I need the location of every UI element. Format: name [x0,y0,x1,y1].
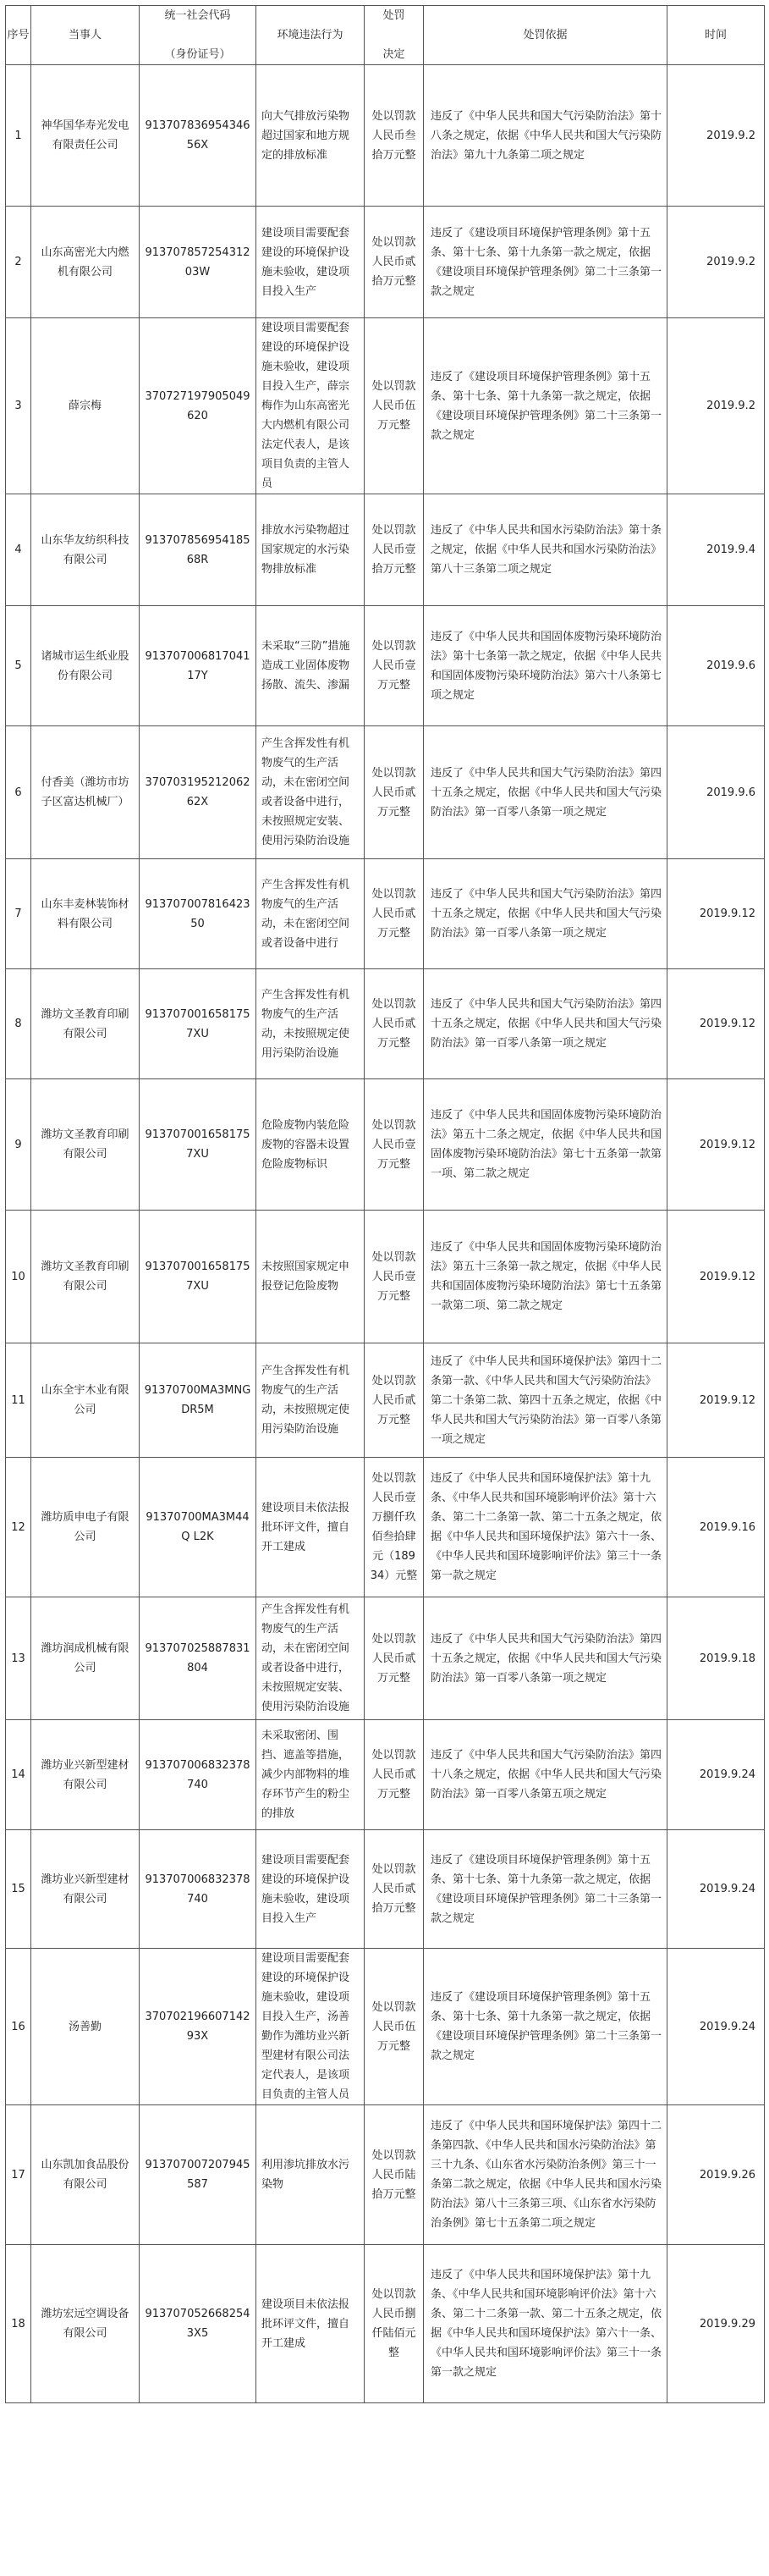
party-name: 潍坊文圣教育印刷有限公司 [41,1260,129,1293]
header-index: 序号 [6,6,31,65]
penalty-basis: 违反了《中华人民共和国大气污染防治法》第四十五条之规定，依据《中华人民共和国大气污染防治法》第一百零八条第一项之规定 [431,998,662,1050]
party-name-cell [31,1211,140,1343]
penalty-date: 2019.9.12 [699,1393,755,1407]
row-index: 8 [14,1018,22,1030]
penalty-date-cell [667,1079,765,1211]
credit-code: 370727197905049620 [145,389,250,422]
credit-code-cell [140,318,256,494]
credit-code: 913707836954346 56X [145,119,254,152]
credit-code: 913707001658175 7XU [145,1260,254,1293]
table-row [6,2105,765,2245]
header-penalty: 处罚 决定 [365,6,424,65]
credit-code-cell [140,1343,256,1458]
penalty-decision-cell [365,1343,424,1458]
penalty-date-cell [667,65,765,207]
table-row [6,1079,765,1211]
penalty-decision-cell [365,1458,424,1597]
credit-code-cell [140,1211,256,1343]
table-row [6,1597,765,1720]
table-row [6,1343,765,1458]
party-name: 诸城市运生纸业股份有限公司 [41,649,129,682]
penalty-basis-cell [424,207,667,318]
violation-act-cell [256,2245,365,2403]
row-index-cell [6,969,31,1079]
penalty-decision: 处以罚款人民币壹拾万元整 [371,524,416,576]
row-index: 5 [14,659,22,672]
penalty-basis-cell [424,1597,667,1720]
violation-act: 排放水污染物超过国家规定的水污染物排放标准 [261,524,350,576]
row-index-cell [6,726,31,859]
penalty-basis-cell [424,318,667,494]
row-index-cell [6,1720,31,1830]
table-row [6,1720,765,1830]
penalty-date: 2019.9.16 [699,1520,755,1534]
penalty-basis-cell [424,859,667,969]
party-name: 潍坊文圣教育印刷有限公司 [41,1007,129,1040]
penalty-basis: 违反了《中华人民共和国环境保护法》第十九条、《中华人民共和国环境影响评价法》第十六条、第二十二条第一款、第二十五条之规定，依据《中华人民共和国环境保护法》第六十一条、《中华人民共和国环境影响评价法》第三十一条第一款之规定 [431,1472,662,1582]
row-index-cell [6,1830,31,1949]
penalty-basis: 违反了《中华人民共和国环境保护法》第四十二条第一款、《中华人民共和国大气污染防治法》第二十条第二款、第四十五条之规定，依据《中华人民共和国大气污染防治法》第一百零八条第一项之规定 [431,1354,662,1446]
party-name: 潍坊业兴新型建材有限公司 [41,1873,129,1906]
credit-code: 913707006817041 17Y [145,649,254,682]
violation-act: 产生含挥发性有机物废气的生产活动，未按照规定使用污染防治设施 [261,988,350,1060]
penalty-date-cell [667,1458,765,1597]
party-name: 潍坊宏远空调设备有限公司 [41,2308,129,2340]
penalty-decision-cell [365,494,424,606]
violation-act-cell [256,494,365,606]
violation-act-cell [256,1830,365,1949]
party-name: 付香美（潍坊市坊子区富达机械厂） [41,776,129,808]
penalty-basis: 违反了《中华人民共和国环境保护法》第四十二条第四款、《中华人民共和国水污染防治法》第三十九条、《山东省水污染防治条例》第三十一条第二款之规定，依据《中华人民共和国水污染防治法》第八十三条第三项、《山东省水污染防治条例》第七十五条第二项之规定 [431,2120,662,2230]
penalty-decision-cell [365,1079,424,1211]
party-name-cell [31,318,140,494]
violation-act: 产生含挥发性有机物废气的生产活动，未按照规定使用污染防治设施 [261,1365,350,1436]
table-row [6,1830,765,1949]
row-index: 4 [14,543,22,556]
penalty-date-cell [667,969,765,1079]
penalty-date-cell [667,606,765,726]
party-name: 潍坊质申电子有限公司 [41,1511,129,1543]
violation-act-cell [256,1079,365,1211]
penalty-decision: 处以罚款人民币伍万元整 [371,2000,416,2053]
penalty-date: 2019.9.18 [699,1652,755,1665]
penalty-decision-cell [365,318,424,494]
party-name: 神华国华寿光发电有限责任公司 [41,119,129,152]
row-index: 1 [14,129,22,142]
row-index-cell [6,606,31,726]
credit-code-cell [140,969,256,1079]
credit-code: 913707006832378 740 [145,1758,254,1791]
row-index: 6 [14,786,22,799]
penalty-basis-cell [424,2245,667,2403]
penalty-basis-cell [424,1079,667,1211]
penalty-decision: 处以罚款人民币贰万元整 [371,1632,416,1685]
violation-act: 未按照国家规定申报登记危险废物 [261,1260,350,1293]
table-row [6,318,765,494]
credit-code-cell [140,606,256,726]
row-index: 14 [11,1768,25,1781]
table-row [6,2245,765,2403]
penalty-date-cell [667,1343,765,1458]
penalty-date: 2019.9.24 [699,1883,755,1895]
credit-code: 913707001658175 7XU [145,1128,254,1161]
row-index-cell [6,207,31,318]
credit-code-cell [140,2105,256,2245]
violation-act: 产生含挥发性有机物废气的生产活动，未在密闭空间或者设备中进行，未按照规定安装、使用污染防治设施 [261,737,350,847]
penalty-basis: 违反了《建设项目环境保护管理条例》第十五条、第十七条、第十九条第一款之规定，依据《建设项目环境保护管理条例》第二十三条第一款之规定 [431,1853,662,1925]
violation-act: 未采取密闭、围挡、遮盖等措施，减少内部物料的堆存环节产生的粉尘的排放 [261,1729,350,1820]
penalty-decision: 处以罚款人民币贰万元整 [371,1374,416,1426]
party-name-cell [31,606,140,726]
credit-code-cell [140,207,256,318]
credit-code-cell [140,1597,256,1720]
violation-act-cell [256,1211,365,1343]
violation-act-cell [256,2105,365,2245]
penalty-basis: 违反了《中华人民共和国水污染防治法》第十条之规定，依据《中华人民共和国水污染防治法》第八十三条第二项之规定 [431,524,662,576]
row-index: 17 [11,2168,25,2182]
penalty-decision: 处以罚款人民币贰拾万元整 [371,236,416,288]
penalty-basis: 违反了《中华人民共和国大气污染防治法》第四十五条之规定，依据《中华人民共和国大气污染防治法》第一百零八条第一项之规定 [431,1632,662,1685]
penalty-basis-cell [424,494,667,606]
violation-act: 产生含挥发性有机物废气的生产活动，未在密闭空间或者设备中进行 [261,878,350,950]
penalty-basis-cell [424,1343,667,1458]
credit-code: 913707007816423 50 [145,897,254,930]
row-index-cell [6,65,31,207]
violation-act: 利用渗坑排放水污染物 [261,2159,350,2191]
penalty-basis: 违反了《建设项目环境保护管理条例》第十五条、第十七条、第十九条第一款之规定，依据《建设项目环境保护管理条例》第二十三条第一款之规定 [431,1991,662,2062]
row-index-cell [6,1949,31,2105]
penalty-basis-cell [424,606,667,726]
penalty-decision-cell [365,1720,424,1830]
credit-code: 370702196607142 93X [145,2011,254,2043]
violation-act-cell [256,969,365,1079]
penalty-basis-cell [424,1949,667,2105]
violation-act: 危险废物内装危险废物的容器未设置危险废物标识 [261,1118,350,1171]
row-index: 16 [11,2020,25,2033]
row-index: 18 [11,2317,25,2331]
credit-code: 913707001658175 7XU [145,1007,254,1040]
penalty-basis: 违反了《建设项目环境保护管理条例》第十五条、第十七条、第十九条第一款之规定，依据《建设项目环境保护管理条例》第二十三条第一款之规定 [431,370,662,442]
violation-act: 产生含挥发性有机物废气的生产活动，未在密闭空间或者设备中进行，未按照规定安装、使用污染防治设施 [261,1603,350,1713]
penalty-date: 2019.9.12 [699,1138,755,1151]
party-name-cell [31,1949,140,2105]
row-index: 7 [14,907,22,920]
penalty-basis-cell [424,2105,667,2245]
party-name-cell [31,859,140,969]
penalty-date: 2019.9.24 [699,2020,755,2033]
violation-act: 建设项目需要配套建设的环境保护设施未验收，建设项目投入生产，汤善勤作为潍坊业兴新型建材有限公司法定代表人，是该项目负责的主管人员 [261,1952,350,2101]
violation-act: 建设项目未依法报批环评文件，擅自开工建成 [261,1501,350,1553]
penalty-basis: 违反了《中华人民共和国固体废物污染环境防治法》第五十二条之规定，依据《中华人民共和国固体废物污染环境防治法》第七十五条第一款第一项、第二款之规定 [431,1109,662,1180]
credit-code-cell [140,1720,256,1830]
penalty-table [5,5,765,2403]
penalty-date-cell [667,2245,765,2403]
table-row [6,859,765,969]
row-index: 12 [11,1520,25,1534]
penalty-basis-cell [424,1720,667,1830]
penalty-date: 2019.9.12 [699,1018,755,1030]
violation-act: 未采取“三防”措施造成工业固体废物扬散、流失、渗漏 [261,640,350,692]
penalty-decision: 处以罚款人民币贰拾万元整 [371,1863,416,1915]
penalty-decision: 处以罚款人民币叁拾万元整 [371,109,416,162]
penalty-decision: 处以罚款人民币壹万元整 [371,1118,416,1171]
penalty-date: 2019.9.26 [699,2168,755,2182]
row-index-cell [6,2105,31,2245]
penalty-decision-cell [365,207,424,318]
table-row [6,1211,765,1343]
penalty-basis: 违反了《中华人民共和国环境保护法》第十九条、《中华人民共和国环境影响评价法》第十六条、第二十二条第一款、第二十五条之规定，依据《中华人民共和国环境保护法》第六十一条、《中华人民共和国环境影响评价法》第三十一条第一款之规定 [431,2269,662,2379]
party-name: 山东华友纺织科技有限公司 [41,533,129,566]
violation-act: 建设项目需要配套建设的环境保护设施未验收，建设项目投入生产，薛宗梅作为山东高密光大内燃机有限公司法定代表人，是该项目负责的主管人员 [261,322,350,490]
penalty-date: 2019.9.12 [699,1270,755,1283]
penalty-decision-cell [365,1949,424,2105]
table-row [6,494,765,606]
penalty-date: 2019.9.29 [699,2317,755,2331]
penalty-basis-cell [424,1458,667,1597]
penalty-basis: 违反了《建设项目环境保护管理条例》第十五条、第十七条、第十九条第一款之规定，依据《建设项目环境保护管理条例》第二十三条第一款之规定 [431,226,662,298]
party-name-cell [31,494,140,606]
penalty-decision-cell [365,1597,424,1720]
violation-act: 向大气排放污染物超过国家和地方规定的排放标准 [261,109,350,162]
penalty-date: 2019.9.2 [706,400,755,412]
violation-act-cell [256,318,365,494]
party-name-cell [31,1079,140,1211]
penalty-basis-cell [424,1830,667,1949]
party-name: 山东凯加食品股份有限公司 [41,2159,129,2191]
penalty-basis: 违反了《中华人民共和国固体废物污染环境防治法》第五十三条第一款之规定，依据《中华人民共和国固体废物污染环境防治法》第七十五条第一款第二项、第二款之规定 [431,1241,662,1312]
penalty-date: 2019.9.4 [706,543,755,556]
penalty-basis: 违反了《中华人民共和国大气污染防治法》第四十五条之规定，依据《中华人民共和国大气污染防治法》第一百零八条第一项之规定 [431,766,662,819]
row-index-cell [6,318,31,494]
credit-code-cell [140,2245,256,2403]
violation-act-cell [256,1458,365,1597]
penalty-decision-cell [365,65,424,207]
penalty-decision: 处以罚款人民币贰万元整 [371,998,416,1050]
party-name: 薛宗梅 [68,400,102,412]
party-name: 潍坊文圣教育印刷有限公司 [41,1128,129,1161]
violation-act-cell [256,1949,365,2105]
row-index-cell [6,1211,31,1343]
credit-code-cell [140,1458,256,1597]
row-index-cell [6,1343,31,1458]
penalty-decision-cell [365,1211,424,1343]
party-name: 山东全宇木业有限公司 [41,1384,129,1416]
penalty-decision-cell [365,606,424,726]
party-name-cell [31,207,140,318]
party-name: 潍坊润成机械有限公司 [41,1642,129,1674]
table-row [6,1949,765,2105]
credit-code-cell [140,65,256,207]
penalty-basis: 违反了《中华人民共和国大气污染防治法》第四十五条之规定，依据《中华人民共和国大气污染防治法》第一百零八条第一项之规定 [431,888,662,940]
credit-code: 913707857254312 03W [145,245,254,279]
row-index-cell [6,1079,31,1211]
party-name-cell [31,726,140,859]
row-index: 3 [14,400,22,412]
credit-code: 91370700MA3MNG DR5M [144,1384,255,1416]
penalty-decision-cell [365,2245,424,2403]
row-index-cell [6,1458,31,1597]
header-code: 统一社会代码 （身份证号） [140,6,256,65]
party-name-cell [31,2245,140,2403]
violation-act-cell [256,726,365,859]
violation-act: 建设项目需要配套建设的环境保护设施未验收，建设项目投入生产 [261,1853,350,1925]
violation-act-cell [256,65,365,207]
violation-act: 建设项目需要配套建设的环境保护设施未验收，建设项目投入生产 [261,226,350,298]
table-row [6,1458,765,1597]
party-name-cell [31,1720,140,1830]
credit-code: 913707007207945 587 [145,2159,254,2191]
penalty-decision-cell [365,1830,424,1949]
penalty-date-cell [667,1720,765,1830]
penalty-decision: 处以罚款人民币贰万元整 [371,766,416,819]
penalty-basis: 违反了《中华人民共和国大气污染防治法》第十八条之规定，依据《中华人民共和国大气污染防治法》第九十九条第二项之规定 [431,109,662,162]
penalty-date-cell [667,494,765,606]
table-row [6,606,765,726]
penalty-decision: 处以罚款人民币捌仟陆佰元整 [371,2288,416,2359]
penalty-date: 2019.9.2 [706,256,755,268]
penalty-basis: 违反了《中华人民共和国固体废物污染环境防治法》第十七条第一款之规定，依据《中华人民共和国固体废物污染环境防治法》第六十八条第七项之规定 [431,630,662,702]
credit-code: 913707052668254 3X5 [145,2308,254,2340]
penalty-date-cell [667,207,765,318]
penalty-date: 2019.9.24 [699,1768,755,1781]
header-basis: 处罚依据 [424,6,667,65]
penalty-decision-cell [365,969,424,1079]
credit-code: 91370700MA3M44Q L2K [146,1511,250,1543]
penalty-basis-cell [424,969,667,1079]
party-name-cell [31,1597,140,1720]
violation-act-cell [256,207,365,318]
row-index-cell [6,494,31,606]
credit-code: 370703195212062 62X [145,776,254,808]
party-name: 山东丰麦林装饰材料有限公司 [41,897,129,930]
table-row [6,969,765,1079]
party-name-cell [31,1458,140,1597]
party-name-cell [31,2105,140,2245]
header-date: 时间 [667,6,765,65]
row-index: 9 [14,1138,22,1151]
header-party: 当事人 [31,6,140,65]
penalty-date-cell [667,859,765,969]
party-name: 潍坊业兴新型建材有限公司 [41,1758,129,1791]
penalty-date: 2019.9.2 [706,129,755,142]
penalty-decision-cell [365,859,424,969]
header-violation: 环境违法行为 [256,6,365,65]
penalty-date-cell [667,318,765,494]
table-row [6,207,765,318]
row-index-cell [6,859,31,969]
table-row [6,65,765,207]
penalty-date-cell [667,1597,765,1720]
row-index: 11 [11,1393,25,1407]
penalty-date: 2019.9.12 [699,907,755,920]
row-index: 15 [11,1883,25,1895]
penalty-basis-cell [424,1211,667,1343]
penalty-date: 2019.9.6 [706,786,755,799]
violation-act-cell [256,1597,365,1720]
party-name-cell [31,1343,140,1458]
penalty-decision: 处以罚款人民币壹万捌仟玖佰叁拾肆元（18934）元整 [370,1472,418,1582]
penalty-decision: 处以罚款人民币壹万元整 [371,640,416,692]
party-name-cell [31,969,140,1079]
party-name: 山东高密光大内燃机有限公司 [41,245,129,279]
credit-code-cell [140,859,256,969]
violation-act-cell [256,1343,365,1458]
penalty-date-cell [667,1949,765,2105]
penalty-date-cell [667,2105,765,2245]
table-row [6,726,765,859]
row-index: 2 [14,256,22,268]
penalty-decision: 处以罚款人民币壹万元整 [371,1250,416,1303]
penalty-decision: 处以罚款人民币贰万元整 [371,888,416,940]
row-index-cell [6,2245,31,2403]
credit-code-cell [140,1079,256,1211]
violation-act-cell [256,859,365,969]
credit-code-cell [140,494,256,606]
credit-code-cell [140,1949,256,2105]
penalty-basis: 违反了《中华人民共和国大气污染防治法》第四十八条之规定，依据《中华人民共和国大气污染防治法》第一百零八条第五项之规定 [431,1749,662,1801]
penalty-basis-cell [424,726,667,859]
credit-code-cell [140,726,256,859]
party-name: 汤善勤 [68,2020,102,2033]
violation-act: 建设项目未依法报批环评文件，擅自开工建成 [261,2297,350,2350]
penalty-date-cell [667,1211,765,1343]
penalty-decision: 处以罚款人民币贰万元整 [371,1749,416,1801]
row-index: 10 [11,1270,25,1283]
penalty-decision-cell [365,726,424,859]
party-name-cell [31,1830,140,1949]
header-row [6,6,765,65]
credit-code-cell [140,1830,256,1949]
penalty-decision: 处以罚款人民币陆拾万元整 [371,2149,416,2201]
row-index-cell [6,1597,31,1720]
penalty-date: 2019.9.6 [706,659,755,672]
violation-act-cell [256,606,365,726]
penalty-basis-cell [424,65,667,207]
row-index: 13 [11,1652,25,1665]
penalty-decision-cell [365,2105,424,2245]
credit-code: 913707006832378 740 [145,1873,254,1906]
penalty-date-cell [667,1830,765,1949]
party-name-cell [31,65,140,207]
credit-code: 913707856954185 68R [145,533,254,566]
violation-act-cell [256,1720,365,1830]
penalty-decision: 处以罚款人民币伍万元整 [371,380,416,432]
credit-code: 913707025887831 804 [145,1642,254,1674]
penalty-date-cell [667,726,765,859]
